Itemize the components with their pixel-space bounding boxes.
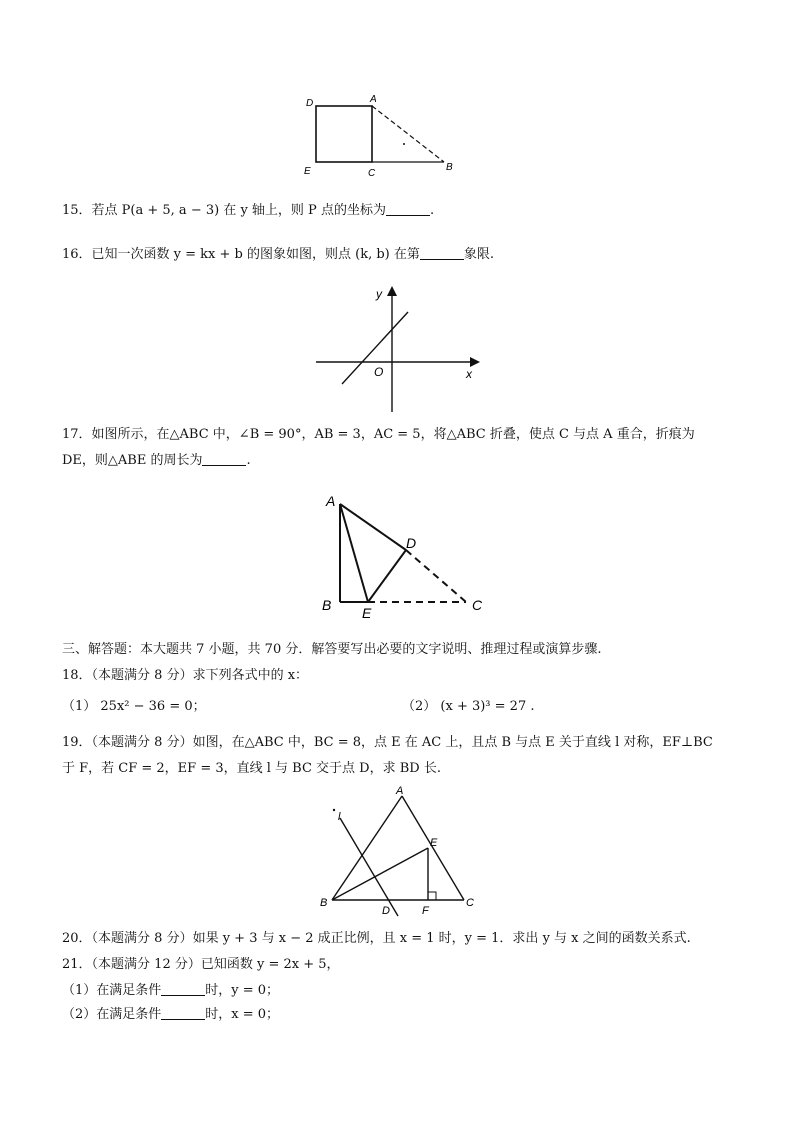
question-21-part-1-text: （1）在满足条件 — [62, 983, 162, 998]
question-17-text: DE，则△ABE 的周长为 — [62, 453, 203, 468]
segment-ab — [332, 796, 402, 900]
y-axis-label: y — [376, 287, 382, 301]
question-17 — [62, 422, 744, 474]
segment-ed — [368, 550, 406, 602]
answer-blank-15[interactable] — [386, 201, 430, 216]
question-19-line-2: 于 F，若 CF = 2，EF = 3，直线 l 与 BC 交于点 D，求 BD 长. — [62, 761, 441, 776]
y-axis-arrow — [387, 286, 397, 296]
question-21: 21．（本题满分 12 分）已知函数 y = 2x + 5， — [62, 957, 340, 972]
figure-linear-function-svg — [312, 282, 482, 416]
question-17-line-1: 17．如图所示，在△ABC 中，∠B = 90°，AB = 3，AC = 5，将△ABC 折叠，使点 C 与点 A 重合，折痕为 — [62, 427, 695, 442]
question-19 — [62, 730, 744, 782]
question-17-line-2 — [62, 448, 744, 474]
figure-rectangle-triangle — [300, 94, 460, 182]
segment-be — [332, 848, 428, 900]
section-3-heading: 三、解答题：本大题共 7 小题，共 70 分．解答要写出必要的文字说明、推理过程或演算步骤. — [62, 642, 602, 657]
question-21-part-2 — [62, 1004, 279, 1026]
segment-ae — [340, 504, 368, 602]
question-21-part-1-end: 时，y = 0； — [205, 983, 280, 998]
figure-folded-triangle — [314, 488, 494, 618]
question-15-text: 15．若点 P(a + 5, a − 3) 在 y 轴上，则 P 点的坐标为 — [62, 203, 386, 218]
label-a: A — [396, 785, 404, 797]
figure-folded-triangle-svg — [314, 488, 494, 618]
question-21-part-1 — [62, 980, 279, 1002]
label-e: E — [430, 837, 438, 849]
figure-symmetry-triangle — [314, 784, 490, 920]
question-18: 18．（本题满分 8 分）求下列各式中的 x： — [62, 668, 309, 683]
dot-mark — [403, 143, 405, 145]
label-d: D — [406, 535, 417, 551]
label-f: F — [422, 905, 429, 917]
right-angle-mark — [428, 892, 436, 900]
answer-blank-21-2[interactable] — [161, 1005, 205, 1020]
figure-rectangle-triangle-svg — [300, 94, 460, 182]
answer-blank-16[interactable] — [420, 245, 464, 260]
label-b: B — [322, 597, 332, 613]
label-l: l — [338, 811, 341, 823]
question-15-end: . — [429, 203, 435, 218]
x-axis-label: x — [466, 367, 472, 381]
x-axis-arrow — [470, 357, 480, 367]
question-21-part-2-end: 时，x = 0； — [205, 1007, 280, 1022]
rectangle-daec — [316, 106, 372, 162]
figure-symmetry-triangle-svg — [314, 784, 490, 920]
dashed-segment-ab — [372, 106, 444, 162]
question-19-line-1: 19．（本题满分 8 分）如图，在△ABC 中，BC = 8，点 E 在 AC 上，且点 B 与点 E 关于直线 l 对称，EF⊥BC — [62, 735, 713, 750]
origin-label: O — [374, 365, 384, 379]
label-c: C — [466, 897, 474, 909]
figure-linear-function — [312, 282, 482, 416]
question-15 — [62, 198, 744, 224]
label-b: B — [320, 897, 328, 909]
answer-blank-17[interactable] — [202, 451, 246, 466]
segment-ad — [340, 504, 406, 550]
question-16-text: 16．已知一次函数 y = kx + b 的图象如图，则点 (k, b) 在第 — [62, 247, 420, 262]
label-e: E — [362, 605, 372, 618]
answer-blank-21-1[interactable] — [161, 981, 205, 996]
label-c: C — [472, 597, 483, 613]
dashed-segment-dc — [406, 550, 466, 602]
line-l-dot — [333, 809, 335, 811]
label-c: C — [368, 168, 376, 179]
label-d: D — [306, 98, 314, 109]
question-21-part-2-text: （2）在满足条件 — [62, 1007, 162, 1022]
label-d: D — [382, 905, 390, 917]
label-a: A — [370, 94, 377, 105]
question-16 — [62, 242, 744, 268]
question-18-part-1: （1） 25x² − 36 = 0； — [62, 699, 206, 714]
line-l — [340, 818, 398, 916]
label-e: E — [304, 166, 311, 177]
question-16-end: 象限. — [463, 247, 495, 262]
label-a: A — [326, 493, 336, 509]
question-18-part-2: （2） (x + 3)³ = 27 . — [402, 699, 535, 714]
label-b: B — [446, 162, 453, 173]
question-17-end: . — [246, 453, 251, 468]
question-20: 20．（本题满分 8 分）如果 y + 3 与 x − 2 成正比例，且 x = 1 时，y = 1．求出 y 与 x 之间的函数关系式. — [62, 931, 691, 946]
